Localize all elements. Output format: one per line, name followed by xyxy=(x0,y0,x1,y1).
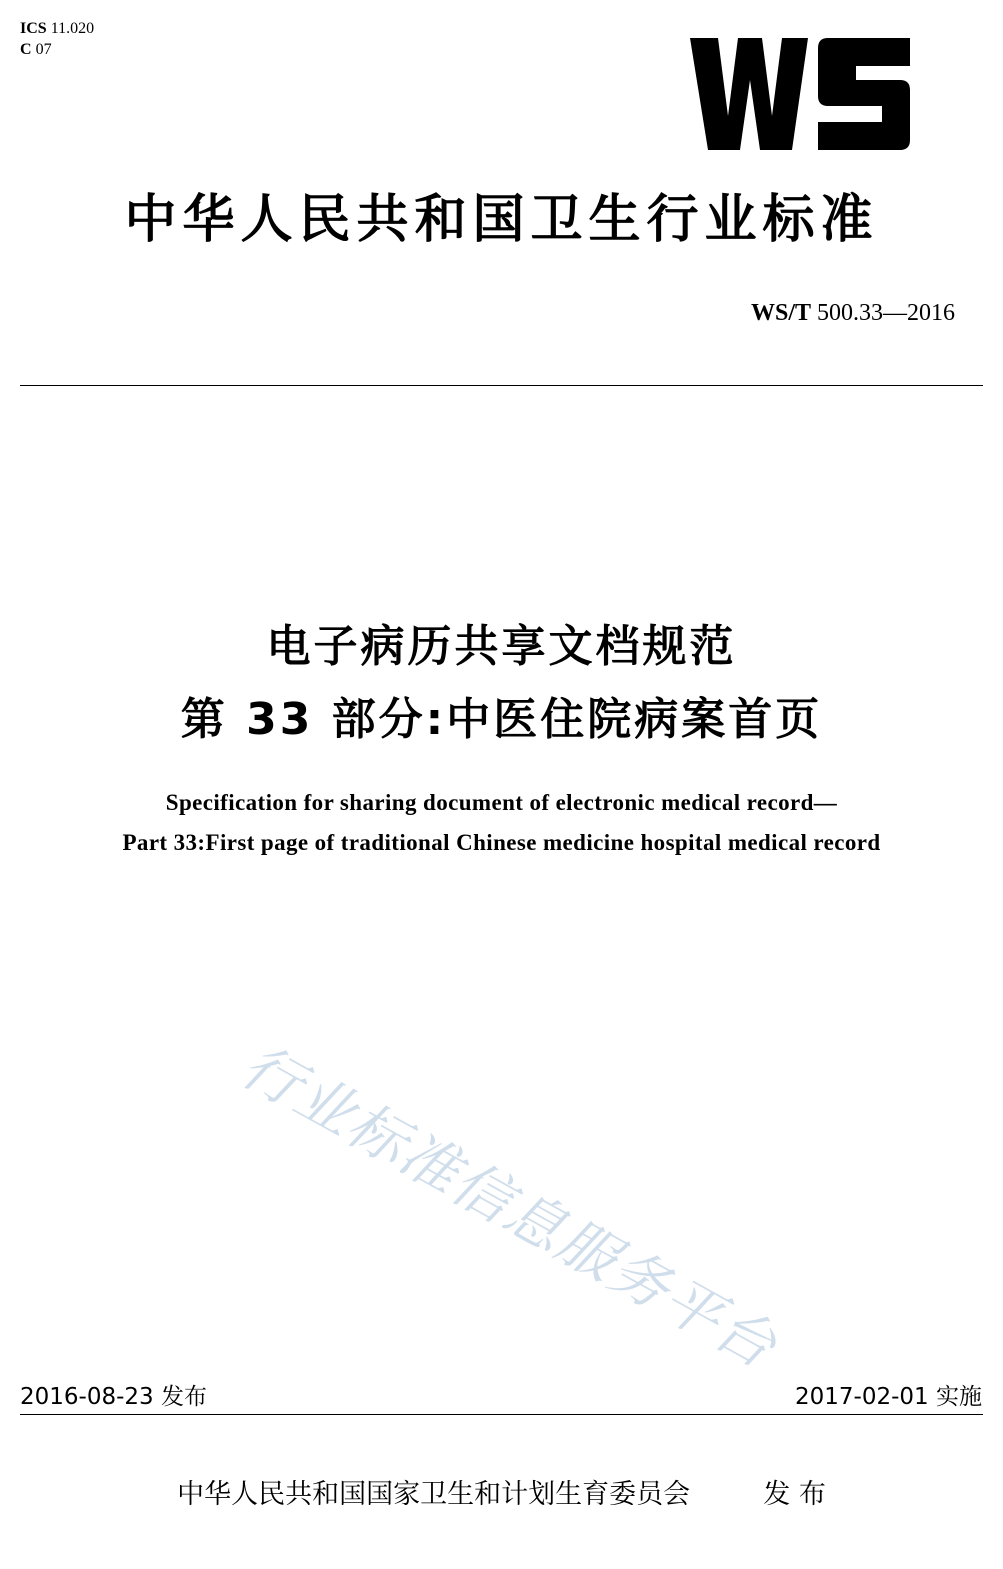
ccs-code xyxy=(20,39,94,60)
ccs-label: C xyxy=(20,41,32,58)
ccs-value: 07 xyxy=(35,41,52,58)
watermark: 行业标准信息服务平台 xyxy=(230,1031,789,1382)
issuer-name: 中华人民共和国国家卫生和计划生育委员会 xyxy=(177,1479,691,1510)
standard-prefix: WS/T xyxy=(750,300,811,326)
ics-code xyxy=(20,18,94,39)
top-divider xyxy=(20,385,983,386)
standard-code: 500.33—2016 xyxy=(817,300,955,326)
ws-logo xyxy=(684,18,920,158)
bottom-divider xyxy=(20,1414,983,1415)
title-zh-line2: 第 33 部分:中医住院病案首页 xyxy=(180,694,823,745)
title-en-line2: Part 33:First page of traditional Chinese medicine hospital medical record xyxy=(122,830,881,855)
issuer xyxy=(0,1472,1003,1511)
ics-label: ICS xyxy=(20,20,47,37)
implement-date: 2017-02-01 实施 xyxy=(795,1384,982,1410)
issuer-action: 发 布 xyxy=(763,1479,826,1510)
standard-number xyxy=(751,300,955,327)
org-title: 中华人民共和国卫生行业标准 xyxy=(124,190,879,250)
title-en-line1: Specification for sharing document of electronic medical record— xyxy=(165,790,838,815)
ics-value: 11.020 xyxy=(50,20,95,37)
title-zh-line1: 电子病历共享文档规范 xyxy=(266,621,737,672)
publish-date: 2016-08-23 发布 xyxy=(20,1384,207,1410)
classification-codes xyxy=(20,18,94,60)
